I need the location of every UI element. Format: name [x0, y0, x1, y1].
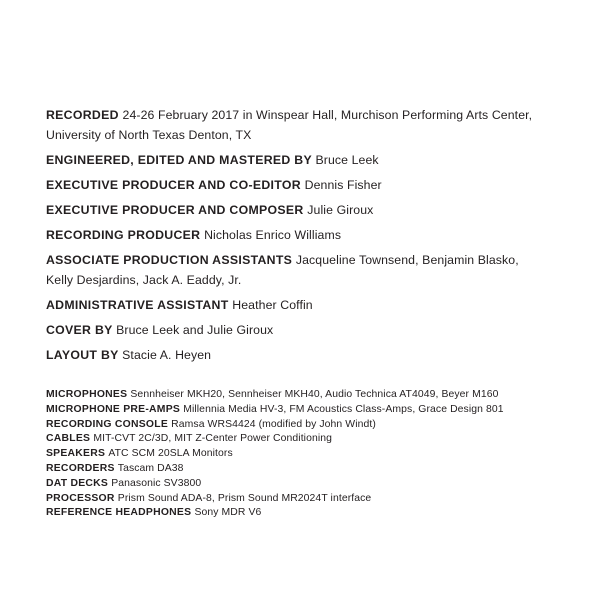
credit-value: Julie Giroux: [307, 203, 374, 217]
equipment-line: [46, 447, 556, 462]
credit-value: 24-26 February 2017 in Winspear Hall, Murchison Performing Arts Center, University of North Texas Denton, TX: [46, 108, 533, 142]
equipment-value: Panasonic SV3800: [111, 477, 202, 489]
equipment-label: RECORDING CONSOLE: [46, 418, 172, 430]
credit-label: LAYOUT BY: [46, 348, 123, 362]
equipment-line: [46, 388, 556, 403]
credit-line: [46, 225, 546, 245]
credit-value: Bruce Leek: [315, 153, 379, 167]
equipment-label: REFERENCE HEADPHONES: [46, 507, 195, 519]
credit-line: [46, 150, 546, 170]
equipment-label: MICROPHONES: [46, 389, 131, 400]
equipment-label: RECORDERS: [46, 462, 118, 474]
equipment-value: MIT-CVT 2C/3D, MIT Z-Center Power Conditioning: [93, 433, 333, 445]
credit-value: Heather Coffin: [232, 298, 313, 312]
liner-notes-page: [46, 105, 556, 521]
credit-line: [46, 295, 546, 315]
credit-label: EXECUTIVE PRODUCER AND CO-EDITOR: [46, 178, 305, 192]
credit-line: [46, 320, 546, 340]
credit-value: Bruce Leek and Julie Giroux: [116, 323, 274, 337]
equipment-line: [46, 477, 556, 492]
equipment-value: Tascam DA38: [117, 462, 184, 474]
credit-line: [46, 200, 546, 220]
equipment-value: Sennheiser MKH20, Sennheiser MKH40, Audio Technica AT4049, Beyer M160: [130, 389, 499, 400]
credit-value: Dennis Fisher: [304, 178, 382, 192]
credit-label: RECORDING PRODUCER: [46, 228, 205, 242]
equipment-label: PROCESSOR: [46, 492, 118, 504]
equipment-value: ATC SCM 20SLA Monitors: [108, 448, 233, 460]
credit-label: COVER BY: [46, 323, 117, 337]
equipment-label: DAT DECKS: [46, 477, 112, 489]
equipment-label: CABLES: [46, 433, 94, 445]
credit-label: RECORDED: [46, 108, 123, 122]
credit-value: Jacqueline Townsend, Benjamin Blasko, Kelly Desjardins, Jack A. Eaddy, Jr.: [46, 253, 519, 287]
credit-label: ENGINEERED, EDITED AND MASTERED BY: [46, 153, 316, 167]
equipment-line: [46, 462, 556, 477]
credit-label: ASSOCIATE PRODUCTION ASSISTANTS: [46, 253, 296, 267]
equipment-value: Sony MDR V6: [194, 507, 262, 519]
equipment-line: [46, 506, 556, 521]
credit-line: [46, 105, 546, 145]
credit-label: EXECUTIVE PRODUCER AND COMPOSER: [46, 203, 308, 217]
credit-line: [46, 345, 546, 365]
equipment-value: Ramsa WRS4424 (modified by John Windt): [171, 418, 376, 430]
equipment-value: Millennia Media HV-3, FM Acoustics Class-Amps, Grace Design 801: [183, 403, 504, 415]
equipment-line: [46, 432, 556, 447]
credit-value: Nicholas Enrico Williams: [204, 228, 342, 242]
equipment-label: SPEAKERS: [46, 448, 109, 460]
equipment-line: [46, 418, 556, 433]
credit-line: [46, 250, 546, 290]
credits-section: [46, 105, 546, 365]
equipment-label: MICROPHONE PRE-AMPS: [46, 403, 184, 415]
credit-value: Stacie A. Heyen: [122, 348, 212, 362]
equipment-line: [46, 403, 556, 418]
credit-label: ADMINISTRATIVE ASSISTANT: [46, 298, 233, 312]
equipment-section: [46, 388, 556, 521]
equipment-value: Prism Sound ADA-8, Prism Sound MR2024T interface: [117, 492, 372, 504]
equipment-line: [46, 492, 556, 507]
credit-line: [46, 175, 546, 195]
